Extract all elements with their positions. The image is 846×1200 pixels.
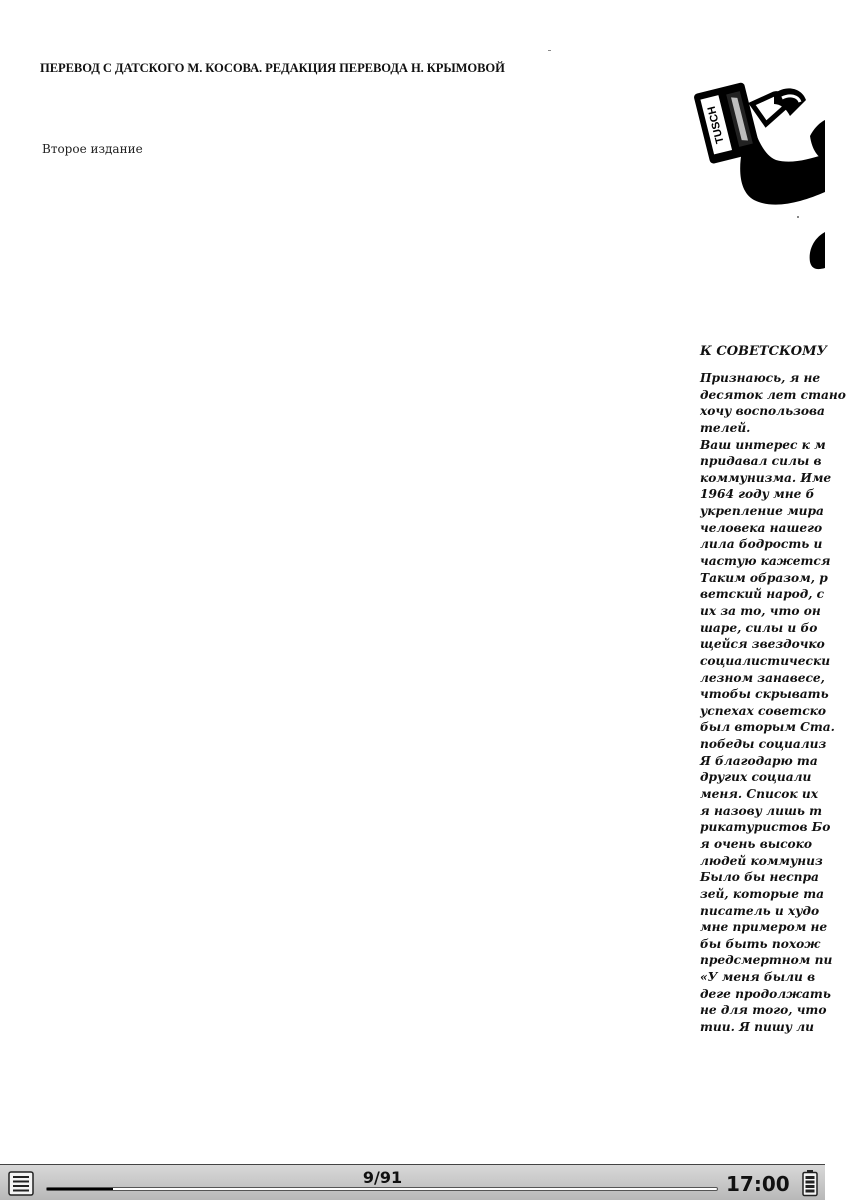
battery-icon	[801, 1169, 819, 1197]
letter-line: тии. Я пишу ли	[700, 1019, 815, 1034]
letter-line: был вторым Ста.	[700, 720, 835, 735]
letter-line: хочу воспользова	[700, 404, 825, 419]
letter-line: рикатуристов Бо	[700, 820, 831, 835]
letter-line: меня. Список их	[700, 787, 819, 802]
letter-line: чтобы скрывать	[700, 687, 829, 702]
letter-line: зей, которые та	[700, 886, 824, 901]
letter-line: «У меня были в	[700, 970, 816, 985]
letter-line: лезном занавесе,	[700, 670, 825, 685]
letter-heading: К СОВЕТСКОМУ	[700, 344, 828, 359]
letter-line: человека нашего	[700, 520, 823, 535]
letter-line: телей.	[700, 420, 751, 435]
letter-line: Я благодарю та	[700, 753, 818, 768]
letter-line: щейся звездочко	[700, 637, 825, 652]
reading-progress-fill	[47, 1188, 113, 1190]
letter-line: победы социализ	[700, 737, 827, 752]
letter-line: Ваш интерес к м	[700, 437, 826, 452]
reading-progress-bar[interactable]	[46, 1187, 718, 1191]
letter-line: Было бы неспра	[700, 870, 819, 885]
edition-note: Второе издание	[42, 142, 143, 156]
letter-body	[700, 370, 846, 1036]
letter-line: людей коммуниз	[700, 853, 823, 868]
clock: 17:00	[726, 1172, 790, 1196]
letter-line: бы быть похож	[700, 936, 821, 951]
letter-line: социалистически	[700, 653, 831, 668]
letter-line: десяток лет стано	[700, 387, 846, 402]
letter-line: их за то, что он	[700, 603, 821, 618]
letter-line: мне примером не	[700, 920, 828, 935]
scan-speck	[548, 50, 551, 51]
bottle-label-text: TUSCH	[705, 104, 727, 145]
letter-line: других социали	[700, 770, 812, 785]
page-indicator: 9/91	[362, 1168, 403, 1187]
letter-line: ветский народ, с	[700, 587, 825, 602]
letter-line: укрепление мира	[700, 504, 824, 519]
letter-line: я назову лишь т	[700, 803, 823, 818]
letter-line: шаре, силы и бо	[700, 620, 818, 635]
letter-line: частую кажется	[700, 554, 831, 569]
letter-line: Признаюсь, я не	[700, 371, 821, 385]
ink-bottle-pouring-icon	[690, 64, 825, 304]
letter-line: не для того, что	[700, 1003, 827, 1018]
letter-line: 1964 году мне б	[700, 487, 815, 502]
letter-line: коммунизма. Име	[700, 470, 832, 485]
letter-line: деге продолжать	[700, 986, 831, 1001]
letter-line: успехах советско	[700, 703, 826, 718]
letter-line: придавал силы в	[700, 454, 822, 469]
letter-line: предсмертном пи	[700, 953, 833, 968]
letter-line: писатель и худо	[700, 903, 820, 918]
status-bar	[0, 1164, 825, 1200]
letter-line: лила бодрость и	[700, 537, 823, 552]
letter-line: Таким образом, р	[700, 570, 828, 585]
translation-credit: ПЕРЕВОД С ДАТСКОГО М. КОСОВА. РЕДАКЦИЯ ПЕРЕВОДА Н. КРЫМОВОЙ	[40, 61, 505, 75]
letter-line: я очень высоко	[700, 836, 813, 851]
